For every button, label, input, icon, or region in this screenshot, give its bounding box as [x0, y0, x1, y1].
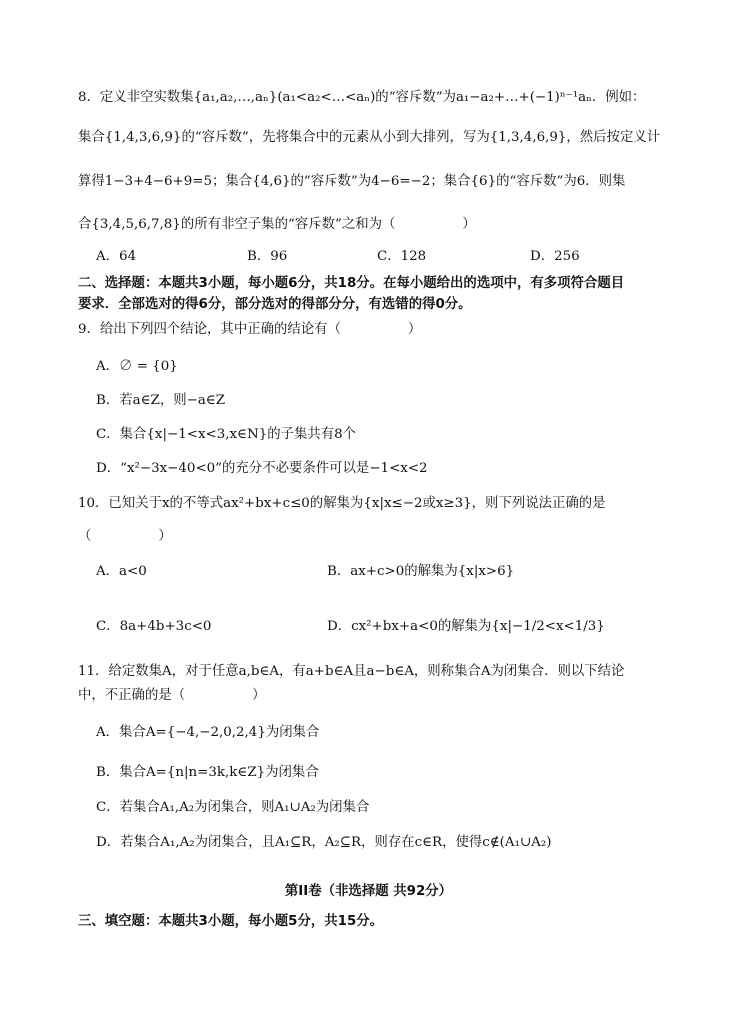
- q9-option-c: C．集合{x|−1<x<3,x∈N}的子集共有8个: [96, 427, 357, 442]
- q11-option-d: D．若集合A₁,A₂为闭集合，且A₁⊆R，A₂⊆R，则存在c∈R，使得c∉(A₁∪A₂): [96, 835, 552, 850]
- q9-option-b: B．若a∈Z，则−a∈Z: [96, 393, 226, 408]
- q8-option-d: D．256: [530, 249, 580, 264]
- q8-option-a: A．64: [96, 249, 137, 264]
- q9-option-a: A．∅ = {0}: [96, 359, 178, 374]
- part-2-title: 第II卷（非选择题 共92分）: [284, 884, 453, 899]
- section-3-header: 三、填空题：本题共3小题，每小题5分，共15分。: [78, 914, 384, 929]
- q10-option-b: B．ax+c>0的解集为{x|x>6}: [327, 564, 515, 579]
- q8-line-1: 8．定义非空实数集{a₁,a₂,…,aₙ}(a₁<a₂<…<aₙ)的“容斥数”为a₁−a₂+…+(−1)ⁿ⁻¹aₙ．例如：: [78, 90, 646, 105]
- section-2-line-2: 要求．全部选对的得6分，部分选对的得部分分，有选错的得0分。: [78, 297, 472, 312]
- q8-line-3: 算得1−3+4−6+9=5；集合{4,6}的“容斥数”为4−6=−2；集合{6}的“容斥数”为6．则集: [78, 174, 626, 189]
- q8-option-c: C．128: [377, 249, 427, 264]
- q11-option-b: B．集合A={n|n=3k,k∈Z}为闭集合: [96, 765, 319, 780]
- q10-option-d: D．cx²+bx+a<0的解集为{x|−1/2<x<1/3}: [327, 619, 605, 634]
- q8-option-b: B．96: [247, 249, 288, 264]
- q11-option-a: A．集合A={−4,−2,0,2,4}为闭集合: [96, 725, 320, 740]
- q10-option-a: A．a<0: [96, 564, 147, 579]
- q11-line-2: 中，不正确的是（ ）: [78, 688, 266, 703]
- q11-option-c: C．若集合A₁,A₂为闭集合，则A₁∪A₂为闭集合: [96, 800, 370, 815]
- q9-option-d: D．“x²−3x−40<0”的充分不必要条件可以是−1<x<2: [96, 461, 428, 476]
- q9-stem: 9．给出下列四个结论，其中正确的结论有（ ）: [78, 322, 422, 337]
- q10-stem: 10．已知关于x的不等式ax²+bx+c≤0的解集为{x|x≤−2或x≥3}，则下列说法正确的是: [78, 496, 606, 511]
- q8-line-4: 合{3,4,5,6,7,8}的所有非空子集的“容斥数”之和为（ ）: [78, 217, 476, 232]
- q8-line-2: 集合{1,4,3,6,9}的“容斥数”，先将集合中的元素从小到大排列，写为{1,3,4,6,9}，然后按定义计: [78, 130, 661, 145]
- q11-line-1: 11．给定数集A，对于任意a,b∈A，有a+b∈A且a−b∈A，则称集合A为闭集合．则以下结论: [78, 664, 625, 679]
- q10-option-c: C．8a+4b+3c<0: [96, 619, 212, 634]
- q10-paren: （ ）: [78, 529, 172, 544]
- section-2-line-1: 二、选择题：本题共3小题，每小题6分，共18分。在每小题给出的选项中，有多项符合题目: [78, 276, 625, 291]
